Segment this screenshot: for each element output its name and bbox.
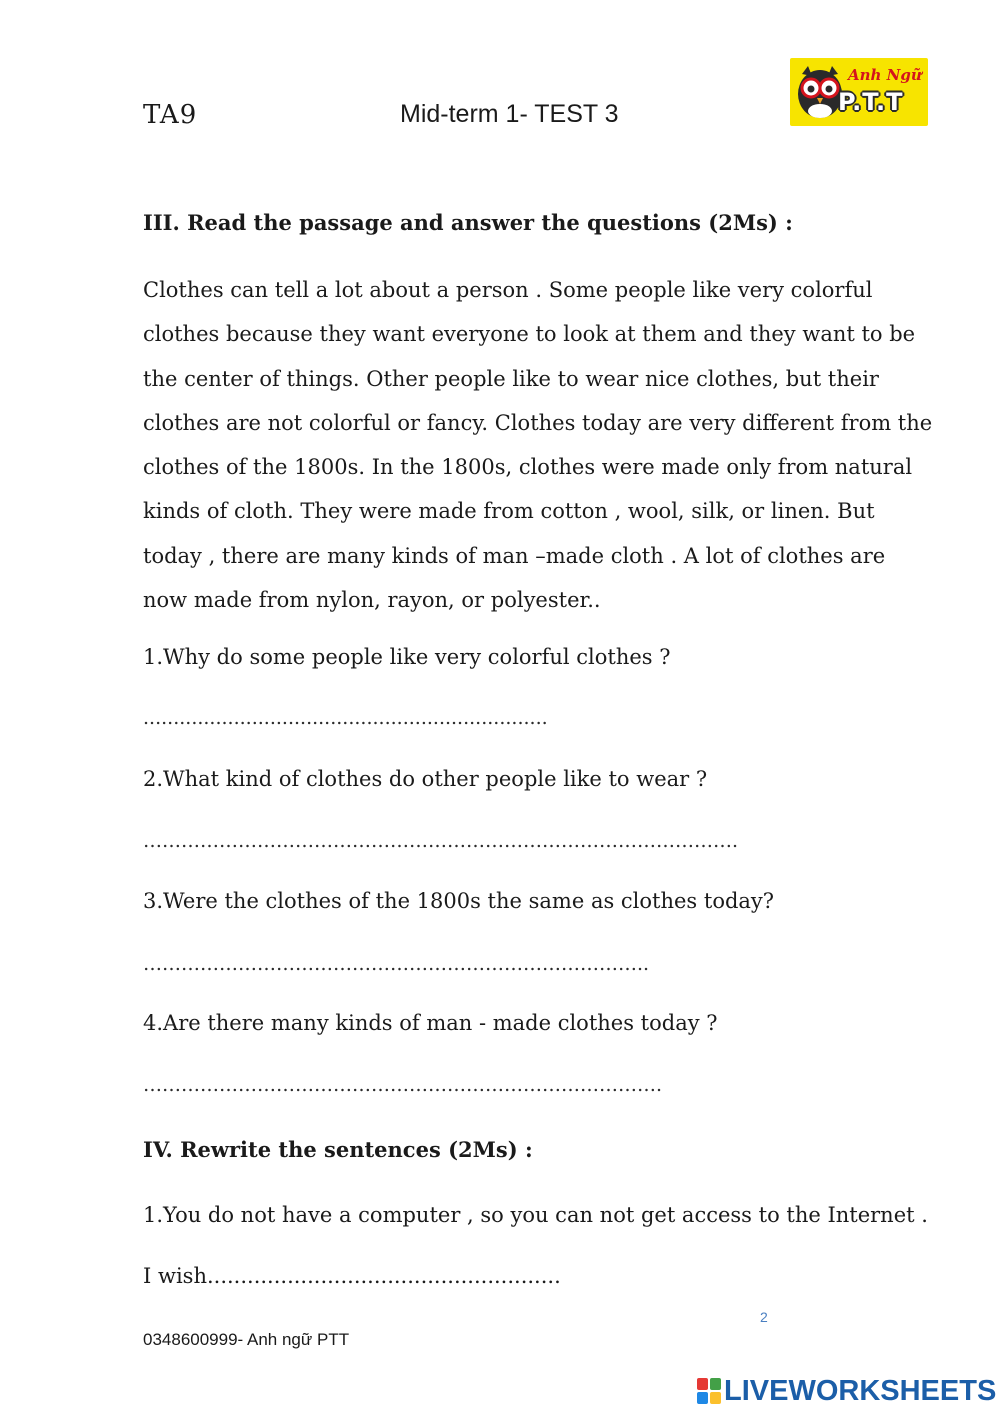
question-4: 4.Are there many kinds of man - made clothes today ?	[143, 1011, 718, 1035]
rewrite-item-1: 1.You do not have a computer , so you can not get access to the Internet .	[143, 1203, 928, 1227]
passage-line: today , there are many kinds of man –made cloth . A lot of clothes are	[143, 543, 886, 568]
test-title: Mid-term 1- TEST 3	[400, 100, 619, 128]
question-2: 2.What kind of clothes do other people like to wear ?	[143, 767, 708, 791]
page-number: 2	[760, 1309, 768, 1325]
logo-text-top: Anh Ngữ	[848, 66, 922, 84]
footer-contact: 0348600999- Anh ngữ PTT	[143, 1330, 350, 1349]
question-3: 3.Were the clothes of the 1800s the same as clothes today?	[143, 889, 775, 913]
section-4-heading: IV. Rewrite the sentences (2Ms) :	[143, 1137, 533, 1162]
logo-text-bottom: P.T.T	[838, 88, 904, 116]
answer-line-3[interactable]: ……………………………………………………………………..	[143, 953, 650, 975]
passage-line: kinds of cloth. They were made from cotton , wool, silk, or linen. But	[143, 499, 875, 524]
passage-line: the center of things. Other people like to wear nice clothes, but their	[143, 366, 879, 391]
class-code: TA9	[143, 100, 198, 130]
section-3-heading: III. Read the passage and answer the questions (2Ms) :	[143, 210, 793, 235]
question-1: 1.Why do some people like very colorful clothes ?	[143, 645, 671, 669]
liveworksheets-text: LIVEWORKSHEETS	[724, 1374, 997, 1407]
liveworksheets-icon	[696, 1377, 722, 1405]
passage-line: now made from nylon, rayon, or polyester..	[143, 588, 601, 613]
answer-line-2[interactable]: ………………………………………………………………………………….	[143, 830, 739, 852]
passage-line: clothes are not colorful or fancy. Clothes today are very different from the	[143, 410, 933, 435]
reading-passage	[143, 268, 933, 622]
passage-line: Clothes can tell a lot about a person . Some people like very colorful	[143, 278, 873, 302]
logo	[790, 58, 928, 126]
passage-line: clothes because they want everyone to look at them and they want to be	[143, 322, 916, 347]
answer-line-1[interactable]: ...................................................................	[143, 707, 548, 729]
rewrite-answer-1[interactable]: I wish.....................................................	[143, 1264, 561, 1288]
passage-line: clothes of the 1800s. In the 1800s, clothes were made only from natural	[143, 455, 913, 480]
answer-line-4[interactable]: ……………………………………………………………………….	[143, 1074, 663, 1096]
liveworksheets-logo	[696, 1374, 996, 1408]
